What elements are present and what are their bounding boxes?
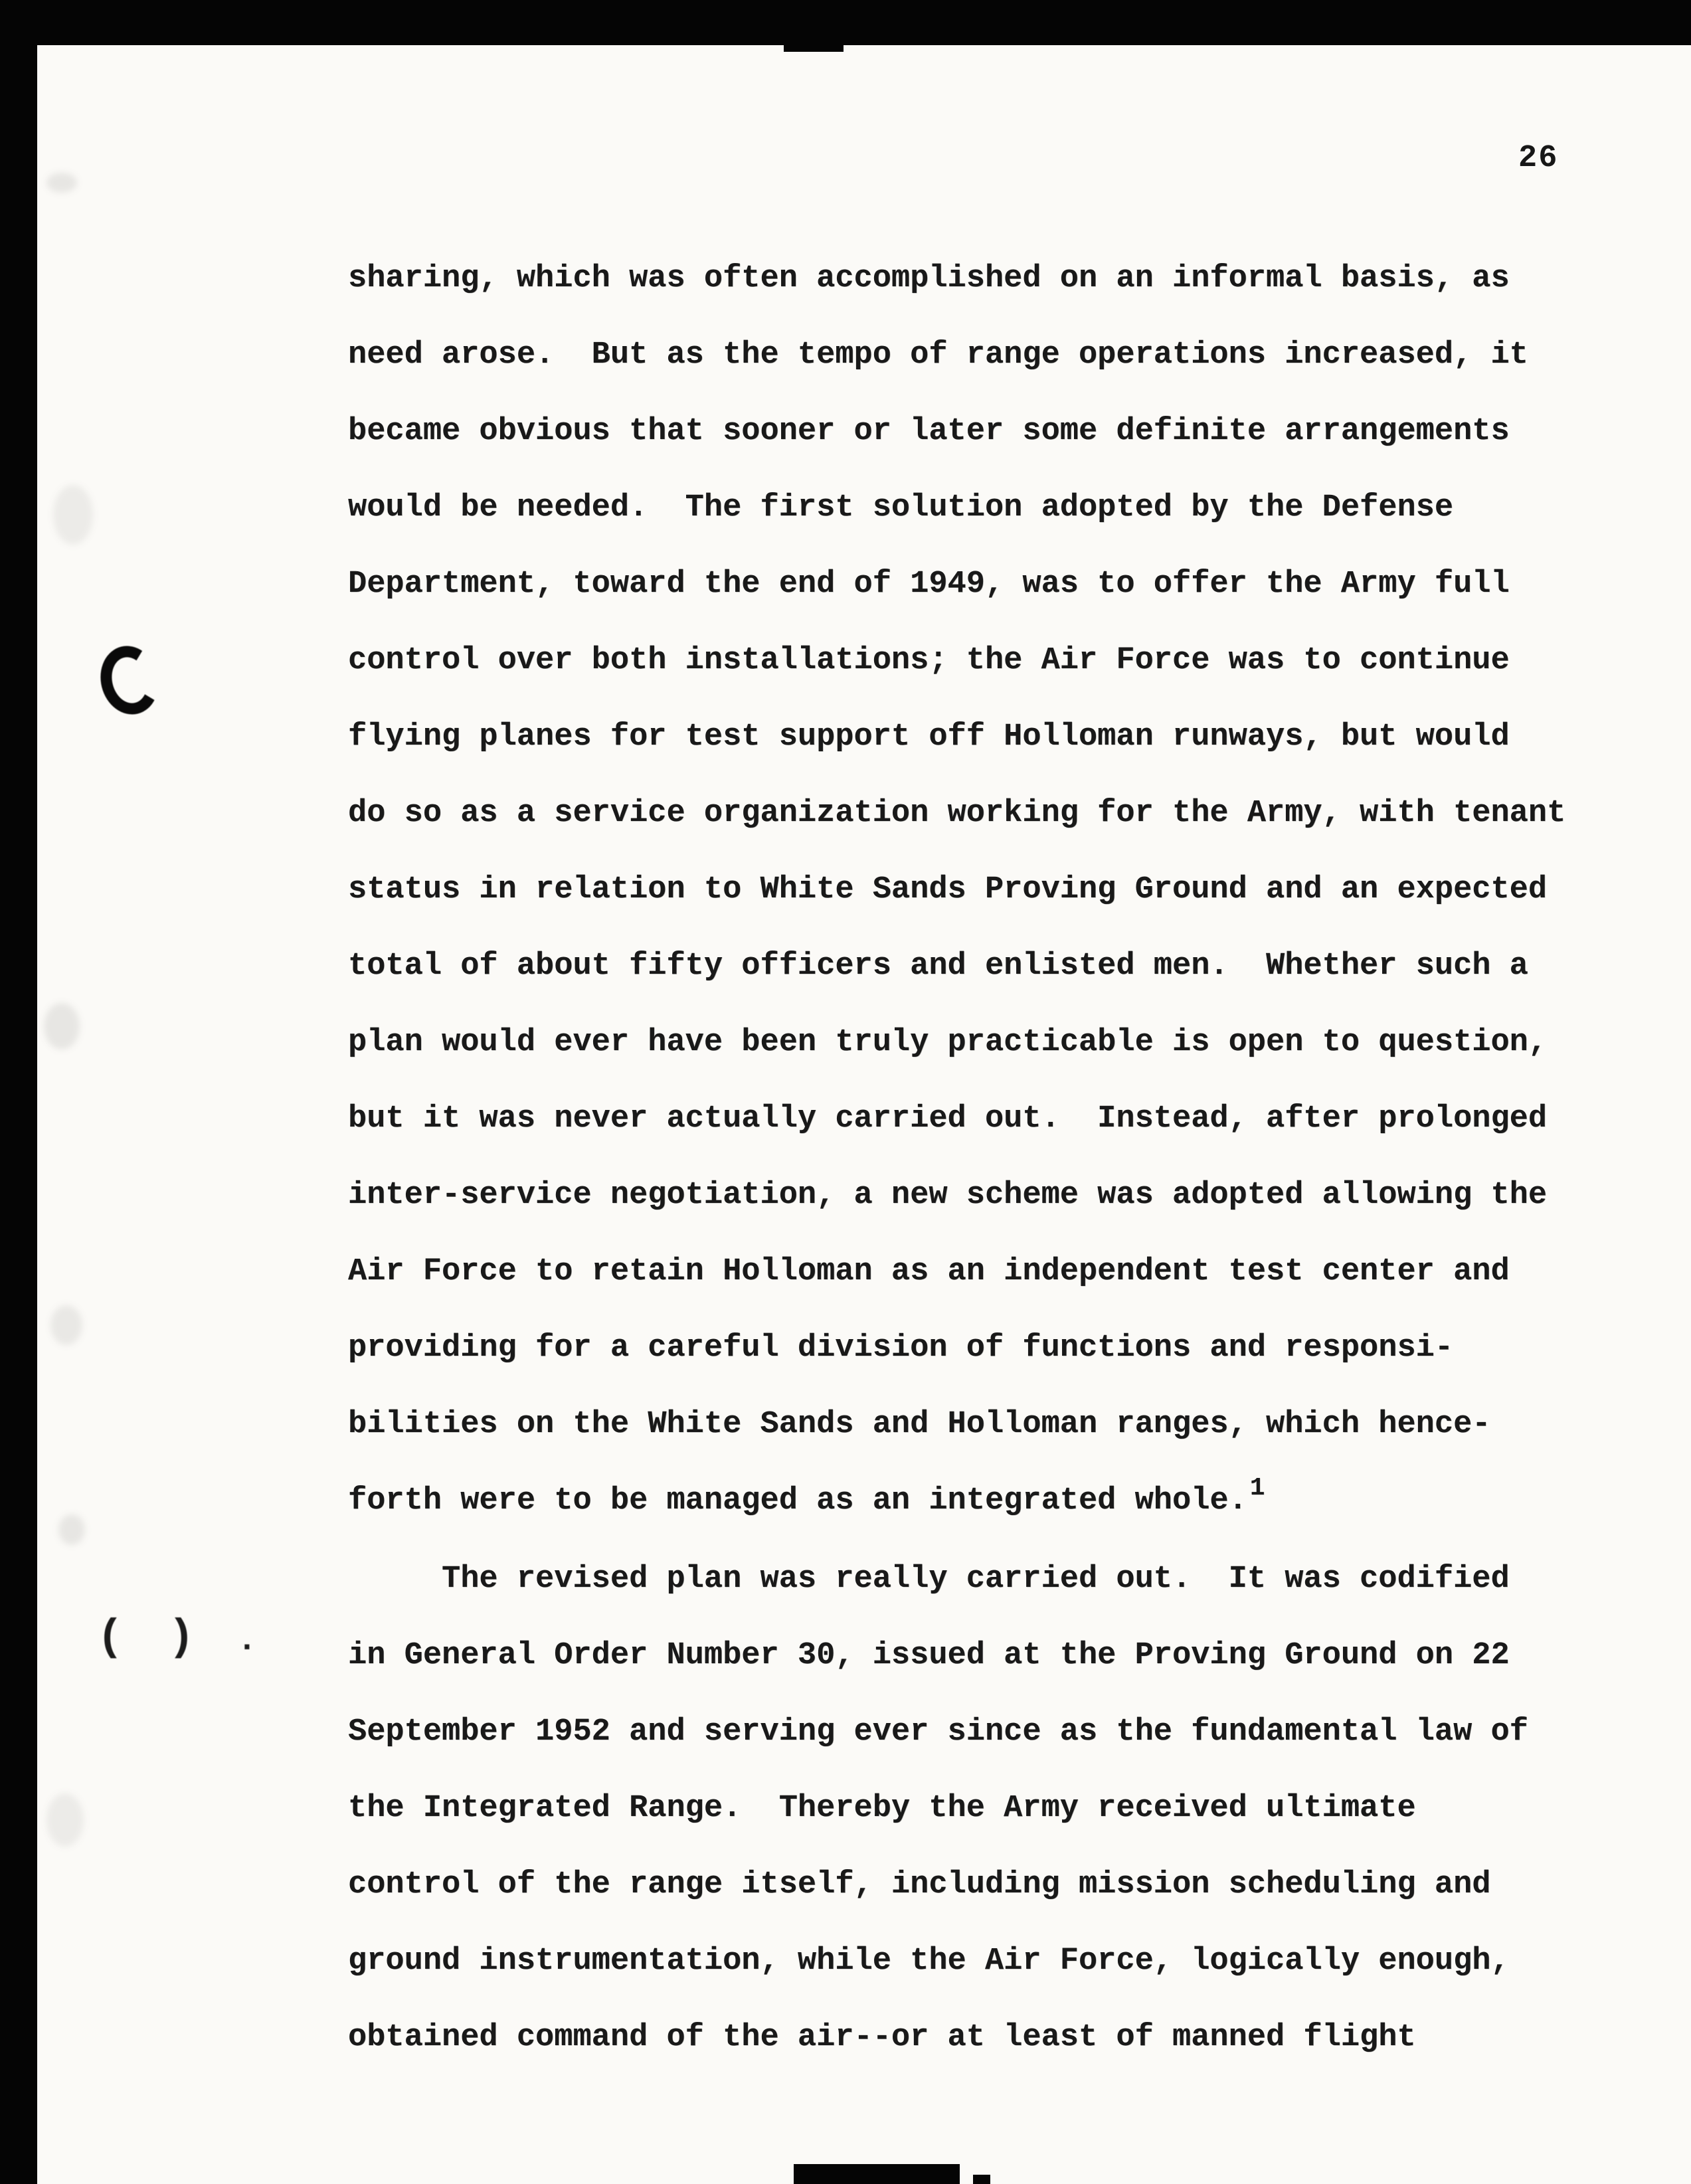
text-line: control over both installations; the Air Force was to continue [348, 643, 1510, 678]
scan-smudge [46, 173, 77, 193]
text-line: inter-service negotiation, a new scheme was adopted allowing the [348, 1178, 1548, 1213]
text-line: need arose. But as the tempo of range operations increased, it [348, 337, 1528, 373]
scan-smudge [44, 1003, 80, 1049]
text-line: status in relation to White Sands Proving Ground and an expected [348, 872, 1548, 907]
body-text [348, 240, 1627, 2076]
text-line: but it was never actually carried out. Instead, after prolonged [348, 1101, 1548, 1137]
text-line: providing for a careful division of functions and responsi- [348, 1330, 1454, 1366]
text-line: would be needed. The first solution adopted by the Defense [348, 490, 1454, 525]
scan-smudge [58, 1514, 85, 1545]
text-line: the Integrated Range. Thereby the Army received ultimate [348, 1791, 1416, 1826]
scan-artifact-crescent [94, 640, 166, 721]
text-line [348, 1463, 1627, 1541]
scan-edge-left [0, 0, 37, 2184]
scan-smudge [53, 485, 93, 545]
text-line: total of about fifty officers and enlisted men. Whether such a [348, 949, 1528, 984]
stray-dot: . [236, 1622, 266, 1660]
text-line: do so as a service organization working for the Army, with tenant [348, 796, 1566, 831]
scan-edge-top [0, 0, 1691, 45]
footnote-marker: 1 [1249, 1475, 1265, 1503]
text-line: Air Force to retain Holloman as an independent test center and [348, 1254, 1510, 1289]
text-line: flying planes for test support off Holloman runways, but would [348, 719, 1510, 755]
text-line: sharing, which was often accomplished on an informal basis, as [348, 261, 1510, 296]
scan-edge-bottom-mark [794, 2164, 960, 2184]
text-line: plan would ever have been truly practicable is open to question, [348, 1025, 1548, 1060]
text-line: The revised plan was really carried out. It was codified [348, 1562, 1510, 1597]
scan-smudge [46, 1793, 84, 1847]
text-line-end: forth were to be managed as an integrated whole. [348, 1483, 1247, 1518]
text-line: September 1952 and serving ever since as the fundamental law of [348, 1714, 1528, 1750]
text-line: obtained command of the air--or at least of manned flight [348, 2020, 1416, 2055]
text-line: ground instrumentation, while the Air Force, logically enough, [348, 1944, 1510, 1979]
text-line: Department, toward the end of 1949, was to offer the Army full [348, 567, 1510, 602]
scan-smudge [50, 1305, 82, 1345]
text-line: became obvious that sooner or later some definite arrangements [348, 414, 1510, 449]
page-number: 26 [1518, 141, 1559, 176]
paren-mark: ( ) [97, 1613, 204, 1663]
text-line: in General Order Number 30, issued at the Proving Ground on 22 [348, 1638, 1510, 1673]
text-line: control of the range itself, including mission scheduling and [348, 1867, 1491, 1902]
text-line: bilities on the White Sands and Holloman ranges, which hence- [348, 1407, 1491, 1442]
scan-artifact-parens [97, 1613, 266, 1663]
